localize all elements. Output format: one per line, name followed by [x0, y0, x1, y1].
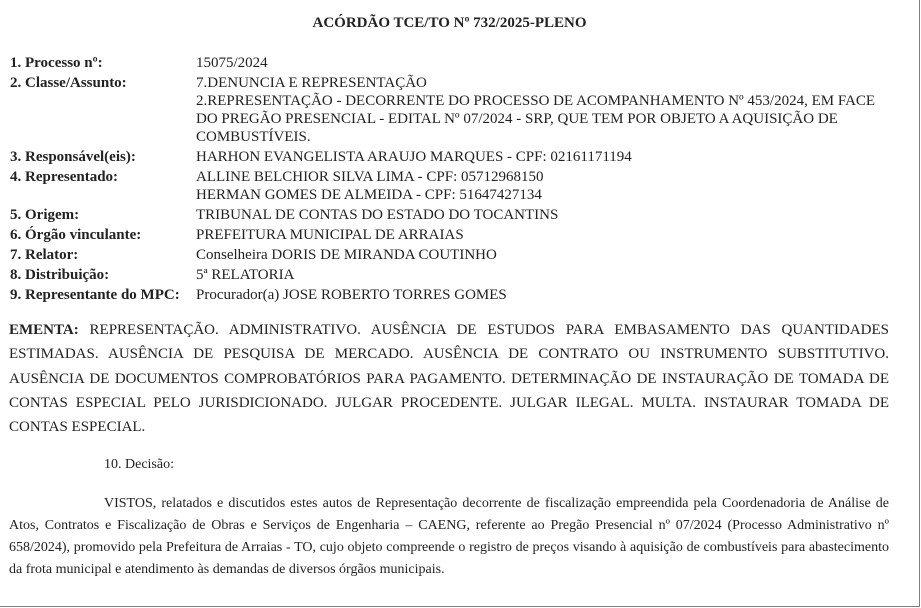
field-value: [196, 74, 900, 146]
field-origem: [10, 206, 900, 224]
field-value: [196, 168, 900, 204]
field-value-line: Procurador(a) JOSE ROBERTO TORRES GOMES: [196, 287, 507, 303]
field-label: 6. Órgão vinculante:: [10, 227, 142, 243]
field-label: 5. Origem:: [10, 207, 80, 223]
field-value-line: ALLINE BELCHIOR SILVA LIMA - CPF: 05712968150: [196, 169, 544, 185]
field-distribuicao: [10, 266, 900, 284]
field-label: 3. Responsável(eis):: [10, 149, 136, 165]
field-representado: [10, 168, 900, 204]
section-heading: 10. Decisão:: [104, 457, 174, 472]
field-responsavel: [10, 148, 900, 166]
field-value-line: TRIBUNAL DE CONTAS DO ESTADO DO TOCANTINS: [196, 207, 559, 223]
field-label: 4. Representado:: [10, 169, 119, 185]
field-processo: [10, 54, 900, 72]
decision-paragraph: VISTOS, relatados e discutidos estes autos de Representação decorrente de fiscalização empreendida pela Coordenadoria de Análise de Atos, Contratos e Fiscalização de Obras e Serviços de Engenharia – CAENG, referente ao Pregão Presencial nº 07/2024 (Processo Administrativo nº 658/2024), promovido pela Prefeitura de Arraias - TO, cujo objeto compreende o registro de preços visando à aquisição de combustíveis para abastecimento da frota municipal e atendimento às demandas de diversos órgãos municipais.: [9, 496, 889, 577]
field-value-line: 2.REPRESENTAÇÃO - DECORRENTE DO PROCESSO DE ACOMPANHAMENTO Nº 453/2024, EM FACE DO PREGÃO PRESENCIAL - EDITAL Nº 07/2024 - SRP, QUE TEM POR OBJETO A AQUISIÇÃO DE COMBUSTÍVEIS.: [196, 93, 876, 145]
metadata-table: [10, 54, 900, 306]
field-value-line: Conselheira DORIS DE MIRANDA COUTINHO: [196, 247, 497, 263]
field-label: 9. Representante do MPC:: [10, 287, 180, 303]
field-value-line: 15075/2024: [196, 55, 268, 71]
field-value-line: HERMAN GOMES DE ALMEIDA - CPF: 51647427134: [196, 187, 542, 203]
field-value: [196, 266, 900, 284]
field-value-line: 7.DENUNCIA E REPRESENTAÇÃO: [196, 75, 427, 91]
field-value: [196, 286, 900, 304]
field-value: [196, 206, 900, 224]
field-orgao-vinculante: [10, 226, 900, 244]
ementa-text: REPRESENTAÇÃO. ADMINISTRATIVO. AUSÊNCIA DE ESTUDOS PARA EMBASAMENTO DAS QUANTIDADES ESTIMADAS. AUSÊNCIA DE PESQUISA DE MERCADO. AUSÊNCIA DE CONTRATO OU INSTRUMENTO SUBSTITUTIVO. AUSÊNCIA DE DOCUMENTOS COMPROBATÓRIOS PARA PAGAMENTO. DETERMINAÇÃO DE INSTAURAÇÃO DE TOMADA DE CONTAS ESPECIAL PELO JURISDICIONADO. JULGAR PROCEDENTE. JULGAR ILEGAL. MULTA. INSTAURAR TOMADA DE CONTAS ESPECIAL.: [9, 322, 889, 436]
field-representante-mpc: [10, 286, 900, 304]
ementa-label: EMENTA:: [9, 322, 79, 338]
field-value-line: 5ª RELATORIA: [196, 267, 295, 283]
field-label: 8. Distribuição:: [10, 267, 110, 283]
field-value: [196, 246, 900, 264]
ementa-paragraph: [9, 318, 889, 439]
field-value: [196, 148, 900, 166]
field-value-line: PREFEITURA MUNICIPAL DE ARRAIAS: [196, 227, 464, 243]
field-value: [196, 54, 900, 72]
field-label: 2. Classe/Assunto:: [10, 75, 127, 91]
field-value-line: HARHON EVANGELISTA ARAUJO MARQUES - CPF: 02161171194: [196, 149, 632, 165]
field-classe-assunto: [10, 74, 900, 146]
field-label: 7. Relator:: [10, 247, 79, 263]
document-title: ACÓRDÃO TCE/TO Nº 732/2025-PLENO: [312, 15, 587, 31]
field-relator: [10, 246, 900, 264]
field-label: 1. Processo nº:: [10, 55, 103, 71]
field-value: [196, 226, 900, 244]
